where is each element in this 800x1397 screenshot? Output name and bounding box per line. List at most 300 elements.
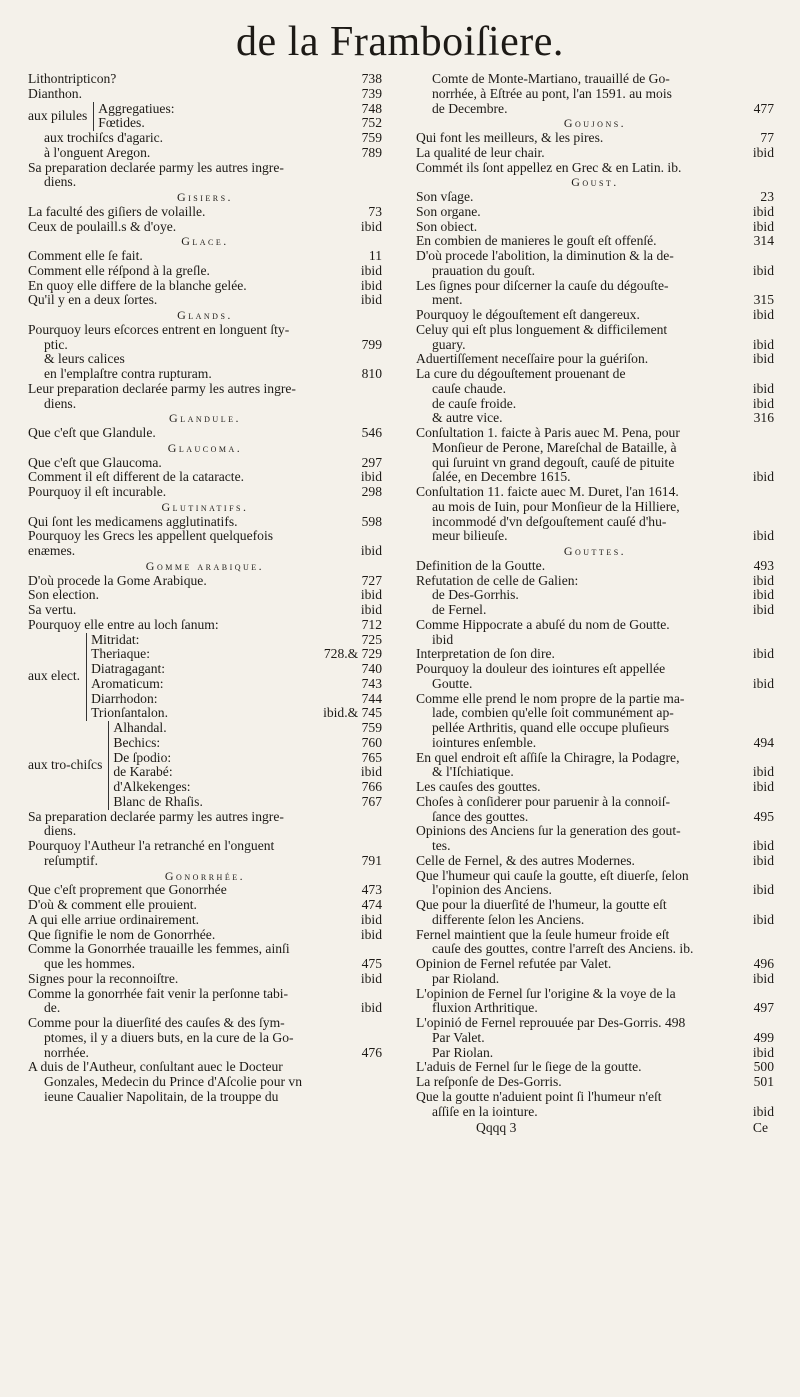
index-entry: [416, 205, 774, 220]
entry-page: ibid: [752, 528, 774, 544]
index-entry: [113, 795, 382, 810]
index-entry: [28, 1001, 382, 1016]
brace-label: aux elect.: [28, 668, 81, 684]
entry-text: differente ſelon les Anciens.: [432, 912, 585, 927]
entry-page: ibid: [360, 1000, 382, 1016]
entry-text: D'où procede la Gome Arabique.: [28, 573, 207, 588]
entry-text: Conſultation 1. faicte à Paris auec M. Pena, pour: [416, 426, 680, 440]
entry-text: de Karabé:: [113, 765, 173, 780]
index-entry: [113, 751, 382, 766]
index-entry: [28, 72, 382, 87]
brace-items: [86, 633, 382, 722]
entry-page: ibid: [360, 602, 382, 617]
index-entry: [416, 677, 774, 692]
index-entry: [28, 1075, 382, 1090]
entry-page: 799: [361, 336, 382, 352]
entry-text: ſance des gouttes.: [432, 809, 529, 824]
index-entry: [416, 721, 774, 736]
index-entry: [416, 1075, 774, 1090]
entry-text: ment.: [432, 293, 463, 308]
entry-text: Celle de Fernel, & des autres Modernes.: [416, 853, 635, 868]
index-entry: [113, 721, 382, 736]
entry-page: ibid: [752, 602, 774, 617]
page-title: de la Framboiſiere.: [236, 19, 564, 65]
index-entry: [28, 1016, 382, 1031]
entry-text: Signes pour la reconnoiſtre.: [28, 971, 179, 986]
index-entry: [416, 706, 774, 721]
entry-text: Refutation de celle de Galien:: [416, 573, 579, 588]
entry-text: au mois de Iuin, pour Monſieur de la Hilliere,: [432, 499, 680, 514]
entry-page: ibid: [752, 262, 774, 278]
entry-page: 766: [361, 779, 382, 794]
catchword: Ce: [752, 1120, 768, 1136]
entry-text: Aromaticum:: [91, 676, 164, 691]
index-entry: [416, 1046, 774, 1061]
entry-page: ibid: [752, 572, 774, 588]
index-entry: [28, 485, 382, 500]
entry-page: 546: [361, 425, 382, 440]
entry-page: 767: [361, 793, 382, 809]
entry-page: 789: [361, 144, 382, 160]
index-entry: [416, 87, 774, 102]
index-entry: [28, 264, 382, 279]
index-entry: [416, 264, 774, 279]
index-entry: [416, 751, 774, 766]
entry-text: Comte de Monte-Martiano, trauaillé de Go-: [432, 72, 670, 86]
entry-page: ibid: [752, 852, 774, 868]
entry-text: Diarrhodon:: [91, 691, 158, 706]
index-entry: [416, 249, 774, 264]
index-entry: [416, 411, 774, 426]
index-entry: [28, 1031, 382, 1046]
index-entry: [28, 515, 382, 530]
entry-text: Comment elle réſpond à la greſle.: [28, 263, 210, 278]
entry-text: La cure du dégouſtement prouenant de: [416, 367, 626, 381]
index-entry: [113, 736, 382, 751]
entry-text: aſſiſe en la iointure.: [432, 1104, 538, 1119]
index-entry: [416, 869, 774, 884]
index-entry: [28, 854, 382, 869]
entry-text: La reſponſe de Des-Gorris.: [416, 1075, 562, 1089]
entry-page: 725: [361, 631, 382, 647]
entry-text: enæmes.: [28, 544, 76, 558]
entry-text: diens.: [44, 824, 77, 839]
entry-page: ibid: [752, 646, 774, 662]
entry-text: Fœtides.: [98, 116, 145, 131]
index-entry: [28, 397, 382, 412]
index-entry: [416, 338, 774, 353]
index-entry: [416, 470, 774, 485]
index-entry: [113, 780, 382, 795]
entry-text: que les hommes.: [44, 957, 135, 971]
entry-page: 23: [760, 189, 774, 204]
entry-text: norrhée.: [44, 1045, 89, 1060]
entry-text: Goutte.: [432, 676, 473, 691]
entry-text: Comment elle ſe fait.: [28, 249, 143, 263]
index-entry: [416, 898, 774, 913]
index-entry: [416, 928, 774, 943]
entry-page: 77: [760, 130, 774, 145]
entry-text: A qui elle arriue ordinairement.: [28, 912, 199, 927]
entry-page: ibid: [360, 970, 382, 986]
entry-text: L'aduis de Fernel ſur le ſiege de la goutte.: [416, 1060, 642, 1075]
entry-page: ibid: [360, 587, 382, 603]
entry-text: Comme pour la diuerſité des cauſes & des ſym-: [28, 1016, 285, 1030]
entry-text: Alhandal.: [113, 721, 167, 735]
entry-text: La qualité de leur chair.: [416, 145, 545, 160]
index-entry: [98, 102, 382, 117]
entry-text: Les ſignes pour diſcerner la cauſe du dégouſte-: [416, 278, 669, 293]
entry-text: Pourquoy leurs eſcorces entrent en longuent ſty-: [28, 322, 290, 337]
entry-text: par Rioland.: [432, 971, 500, 986]
index-entry: [416, 367, 774, 382]
entry-page: 759: [361, 130, 382, 145]
entry-text: Comme Hippocrate a abuſé du nom de Goutte.: [416, 617, 670, 632]
entry-text: Celuy qui eſt plus longuement & difficilement: [416, 322, 668, 337]
entry-text: ſalée, en Decembre 1615.: [432, 470, 571, 485]
index-entry: [28, 293, 382, 308]
entry-text: En quel endroit eſt aſſiſe la Chiragre, la Podagre,: [416, 750, 680, 765]
entry-page: 73: [368, 203, 382, 219]
entry-page: 791: [361, 852, 382, 868]
index-entry: [416, 1016, 774, 1031]
entry-text: qui ſuruint vn grand degouſt, cauſé de pituite: [432, 455, 675, 470]
index-entry: [416, 426, 774, 441]
entry-text: Pourquoy l'Autheur l'a retranché en l'onguent: [28, 839, 275, 853]
entry-text: En combien de manieres le gouſt eſt offenſé.: [416, 234, 657, 249]
index-entry: [416, 957, 774, 972]
index-entry: [91, 633, 382, 648]
brace-items: [108, 721, 382, 810]
index-entry: [416, 633, 774, 648]
index-entry: [28, 146, 382, 161]
index-entry: [28, 382, 382, 397]
entry-page: 475: [361, 956, 382, 971]
index-entry: [416, 942, 774, 957]
index-entry: [28, 426, 382, 441]
index-entry: [28, 367, 382, 382]
section-heading: Glandule.: [169, 411, 241, 426]
entry-text: Comment il eſt different de la cataracte.: [28, 470, 245, 485]
entry-text: d'Alkekenges:: [113, 780, 191, 794]
entry-text: Dianthon.: [28, 86, 82, 101]
entry-text: Theriaque:: [91, 647, 150, 662]
index-entry: [416, 765, 774, 780]
entry-page: ibid: [752, 587, 774, 603]
index-entry: [28, 1060, 382, 1075]
index-entry: [416, 190, 774, 205]
index-entry: [416, 839, 774, 854]
entry-text: Gonzales, Medecin du Prince d'Aſcolie pour vn: [44, 1075, 303, 1089]
index-entry: [416, 603, 774, 618]
entry-text: Par Riolan.: [432, 1045, 494, 1060]
entry-text: de Decembre.: [432, 101, 508, 116]
entry-text: A duis de l'Autheur, conſultant auec le Docteur: [28, 1060, 283, 1075]
entry-page: 501: [753, 1074, 774, 1089]
index-entry: [91, 692, 382, 707]
entry-text: guary.: [432, 337, 466, 352]
entry-page: ibid: [360, 218, 382, 234]
entry-page: ibid: [752, 336, 774, 352]
entry-text: Sa preparation declarée parmy les autres ingre-: [28, 809, 284, 824]
index-entry: [28, 618, 382, 633]
entry-text: & autre vice.: [432, 411, 503, 426]
entry-text: Lithontripticon?: [28, 72, 117, 86]
index-entry: [416, 1001, 774, 1016]
index-entry: [416, 795, 774, 810]
brace-group: [28, 633, 382, 722]
entry-page: 473: [361, 882, 382, 898]
index-entry: [28, 588, 382, 603]
section-heading: Gouttes.: [563, 544, 627, 558]
entry-text: Les cauſes des gouttes.: [416, 780, 541, 794]
index-entry: [28, 987, 382, 1002]
section-heading: Glutinatifs.: [161, 499, 249, 514]
section-heading: Glands.: [177, 308, 233, 322]
entry-page: ibid: [752, 203, 774, 219]
entry-text: Que c'eſt que Glaucoma.: [28, 455, 162, 470]
entry-page: 728.& 729: [323, 646, 382, 662]
entry-text: iointures enſemble.: [432, 735, 537, 750]
brace-group: [28, 72, 382, 102]
section-heading: Gisiers.: [176, 190, 234, 204]
entry-text: Pourquoy elle entre au loch ſanum:: [28, 617, 219, 632]
entry-text: D'où procede l'abolition, la diminution & la de-: [416, 249, 674, 263]
index-entry: [416, 279, 774, 294]
section-heading: Gomme arabique.: [145, 558, 265, 573]
brace-group: [28, 102, 382, 132]
entry-page: 477: [753, 100, 774, 116]
entry-page: ibid: [752, 882, 774, 898]
entry-page: 765: [361, 749, 382, 765]
entry-text: de Des-Gorrhis.: [432, 588, 519, 603]
index-entry: [28, 928, 382, 943]
entry-text: meur bilieuſe.: [432, 529, 508, 544]
entry-page: 495: [753, 808, 774, 824]
page-footer: [416, 1121, 774, 1136]
entry-page: ibid: [752, 1044, 774, 1060]
entry-text: pellée Arthritis, quand elle occupe pluſieurs: [432, 721, 670, 735]
entry-text: Pourquoy la douleur des iointures eſt appellée: [416, 662, 666, 676]
entry-text: Aduertiſſement neceſſaire pour la guériſon.: [416, 352, 649, 367]
entry-text: Que c'eſt proprement que Gonorrhée: [28, 883, 227, 898]
entry-text: La faculté des giſiers de volaille.: [28, 204, 206, 219]
index-entry: [416, 1060, 774, 1075]
entry-text: en l'emplaſtre contra rupturam.: [44, 367, 212, 381]
entry-text: Qui font les meilleurs, & les pires.: [416, 131, 604, 145]
index-entry: [91, 647, 382, 662]
section-heading: Goust.: [571, 175, 619, 190]
index-entry: [416, 883, 774, 898]
entry-text: Fernel maintient que la ſeule humeur froide eſt: [416, 927, 670, 942]
entry-page: ibid: [360, 926, 382, 942]
entry-page: ibid: [752, 395, 774, 411]
index-entry: [28, 338, 382, 353]
entry-text: incommodé d'vn deſgouſtement cauſé d'hu-: [432, 514, 667, 529]
index-entry: [416, 323, 774, 338]
entry-page: ibid: [752, 838, 774, 853]
entry-text: Son obiect.: [416, 219, 478, 234]
index-entry: [28, 175, 382, 190]
entry-text: Choſes à conſiderer pour paruenir à la connoiſ-: [416, 794, 671, 809]
entry-text: L'opinió de Fernel reprouuée par Des-Gorris. 498: [416, 1016, 686, 1030]
index-entry: [416, 220, 774, 235]
entry-text: Mitridat:: [91, 632, 140, 647]
index-entry: [28, 957, 382, 972]
index-entry: [91, 706, 382, 721]
entry-text: Comme elle prend le nom propre de la partie ma-: [416, 691, 685, 706]
entry-page: ibid: [752, 351, 774, 367]
entry-page: 315: [753, 292, 774, 308]
entry-text: De ſpodio:: [113, 750, 172, 765]
entry-text: Monſieur de Perone, Mareſchal de Bataille, à: [432, 440, 677, 455]
entry-page: 474: [361, 897, 382, 912]
entry-text: Bechics:: [113, 735, 161, 750]
index-entry: [28, 131, 382, 146]
entry-page: 494: [753, 734, 774, 750]
entry-page: ibid: [752, 675, 774, 691]
entry-page: 598: [361, 513, 382, 529]
left-column: [28, 72, 382, 1105]
index-entry: [28, 544, 382, 559]
index-entry: [416, 234, 774, 249]
entry-text: Trionſantalon.: [91, 706, 169, 721]
brace-items: [28, 72, 382, 102]
entry-page: ibid: [752, 1103, 774, 1119]
entry-page: ibid: [360, 292, 382, 308]
entry-text: Par Valet.: [432, 1030, 485, 1045]
entry-page: 759: [361, 720, 382, 735]
index-entry: [28, 942, 382, 957]
entry-text: diens.: [44, 175, 77, 190]
entry-page: 500: [753, 1059, 774, 1075]
index-entry: [91, 677, 382, 692]
entry-page: 760: [361, 734, 382, 750]
index-entry: [28, 87, 382, 102]
entry-text: Pourquoy les Grecs les appellent quelquefois: [28, 529, 274, 544]
entry-text: Leur preparation declarée parmy les autres ingre-: [28, 381, 296, 396]
entry-text: fluxion Arthritique.: [432, 1001, 538, 1016]
index-entry: [416, 146, 774, 161]
entry-page: 493: [753, 557, 774, 573]
entry-text: de cauſe froide.: [432, 396, 517, 411]
entry-text: aux trochiſcs d'agaric.: [44, 131, 164, 145]
index-entry: [416, 102, 774, 117]
entry-page: 316: [753, 410, 774, 426]
entry-page: 810: [361, 366, 382, 381]
entry-text: Blanc de Rhaſis.: [113, 794, 203, 809]
index-entry: [416, 161, 774, 176]
entry-text: reſumptif.: [44, 853, 98, 868]
entry-text: diens.: [44, 396, 77, 411]
entry-text: Sa preparation declarée parmy les autres ingre-: [28, 160, 284, 175]
index-entry: [28, 574, 382, 589]
entry-text: Que la goutte n'aduient point ſi l'humeur n'eſt: [416, 1089, 662, 1104]
index-entry: [28, 220, 382, 235]
brace-group: [28, 721, 382, 810]
entry-page: 752: [361, 115, 382, 131]
index-entry: [416, 662, 774, 677]
entry-text: En quoy elle differe de la blanche gelée.: [28, 278, 247, 293]
index-entry: [416, 780, 774, 795]
section-heading: Glaucoma.: [167, 440, 243, 455]
index-entry: [416, 382, 774, 397]
entry-page: ibid: [752, 911, 774, 927]
entry-page: 314: [753, 233, 774, 249]
index-entry: [416, 131, 774, 146]
entry-text: Son election.: [28, 588, 99, 603]
index-entry: [28, 913, 382, 928]
entry-page: 744: [361, 690, 382, 706]
index-entry: [28, 972, 382, 987]
entry-page: ibid: [752, 218, 774, 234]
index-entry: [416, 441, 774, 456]
entry-text: Son organe.: [416, 204, 481, 219]
index-entry: [28, 839, 382, 854]
entry-text: ptomes, il y a diuers buts, en la cure de la Go-: [44, 1030, 294, 1045]
entry-text: Qui ſont les medicamens agglutinatifs.: [28, 514, 238, 529]
entry-page: ibid: [752, 469, 774, 485]
entry-text: à l'onguent Aregon.: [44, 145, 151, 160]
entry-page: 11: [368, 248, 382, 263]
index-entry: [416, 352, 774, 367]
index-entry: [416, 500, 774, 515]
index-entry: [416, 485, 774, 500]
signature-mark: Qqqq 3: [476, 1120, 517, 1136]
entry-text: ptic.: [44, 337, 68, 352]
entry-text: Ceux de poulaill.s & d'oye.: [28, 219, 177, 234]
entry-text: norrhée, à Eſtrée au pont, l'an 1591. au mois: [432, 86, 672, 101]
index-entry: [416, 1105, 774, 1120]
index-entry: [28, 205, 382, 220]
entry-text: Pourquoy il eſt incurable.: [28, 485, 167, 499]
entry-text: Que c'eſt que Glandule.: [28, 426, 156, 440]
index-entry: [28, 352, 382, 367]
entry-text: cauſe des gouttes, contre l'arreſt des Anciens. ib.: [432, 942, 694, 957]
entry-text: Pourquoy le dégouſtement eſt dangereux.: [416, 308, 640, 322]
index-entry: [416, 574, 774, 589]
entry-text: Son vſage.: [416, 190, 474, 204]
entry-page: 712: [361, 616, 382, 632]
entry-text: Aggregatiues:: [98, 101, 175, 116]
entry-text: Opinions des Anciens ſur la generation des gout-: [416, 824, 681, 839]
entry-page: ibid: [360, 277, 382, 293]
entry-page: ibid: [752, 144, 774, 160]
entry-text: Que ſignifie le nom de Gonorrhée.: [28, 927, 216, 942]
index-entry: [416, 913, 774, 928]
entry-text: Que l'humeur qui cauſe la goutte, eſt diuerſe, ſelon: [416, 868, 689, 883]
entry-text: ieune Caualier Napolitain, de la trouppe du: [44, 1089, 279, 1104]
entry-page: ibid: [360, 764, 382, 780]
index-entry: [28, 529, 382, 544]
entry-text: Comme la Gonorrhée trauaille les femmes, ainſi: [28, 942, 290, 957]
entry-page: 740: [361, 661, 382, 676]
entry-text: Opinion de Fernel refutée par Valet.: [416, 957, 612, 971]
entry-text: Qu'il y en a deux ſortes.: [28, 293, 158, 308]
index-entry: [113, 765, 382, 780]
entry-text: Interpretation de ſon dire.: [416, 647, 555, 662]
index-entry: [28, 1046, 382, 1061]
index-entry: [98, 116, 382, 131]
index-entry: [28, 323, 382, 338]
index-entry: [28, 883, 382, 898]
index-entry: [416, 987, 774, 1002]
index-entry: [416, 529, 774, 544]
entry-text: Que pour la diuerſité de l'humeur, la goutte eſt: [416, 898, 667, 912]
brace-items: [93, 102, 382, 132]
entry-text: Diatragagant:: [91, 662, 166, 676]
entry-page: ibid: [360, 469, 382, 485]
